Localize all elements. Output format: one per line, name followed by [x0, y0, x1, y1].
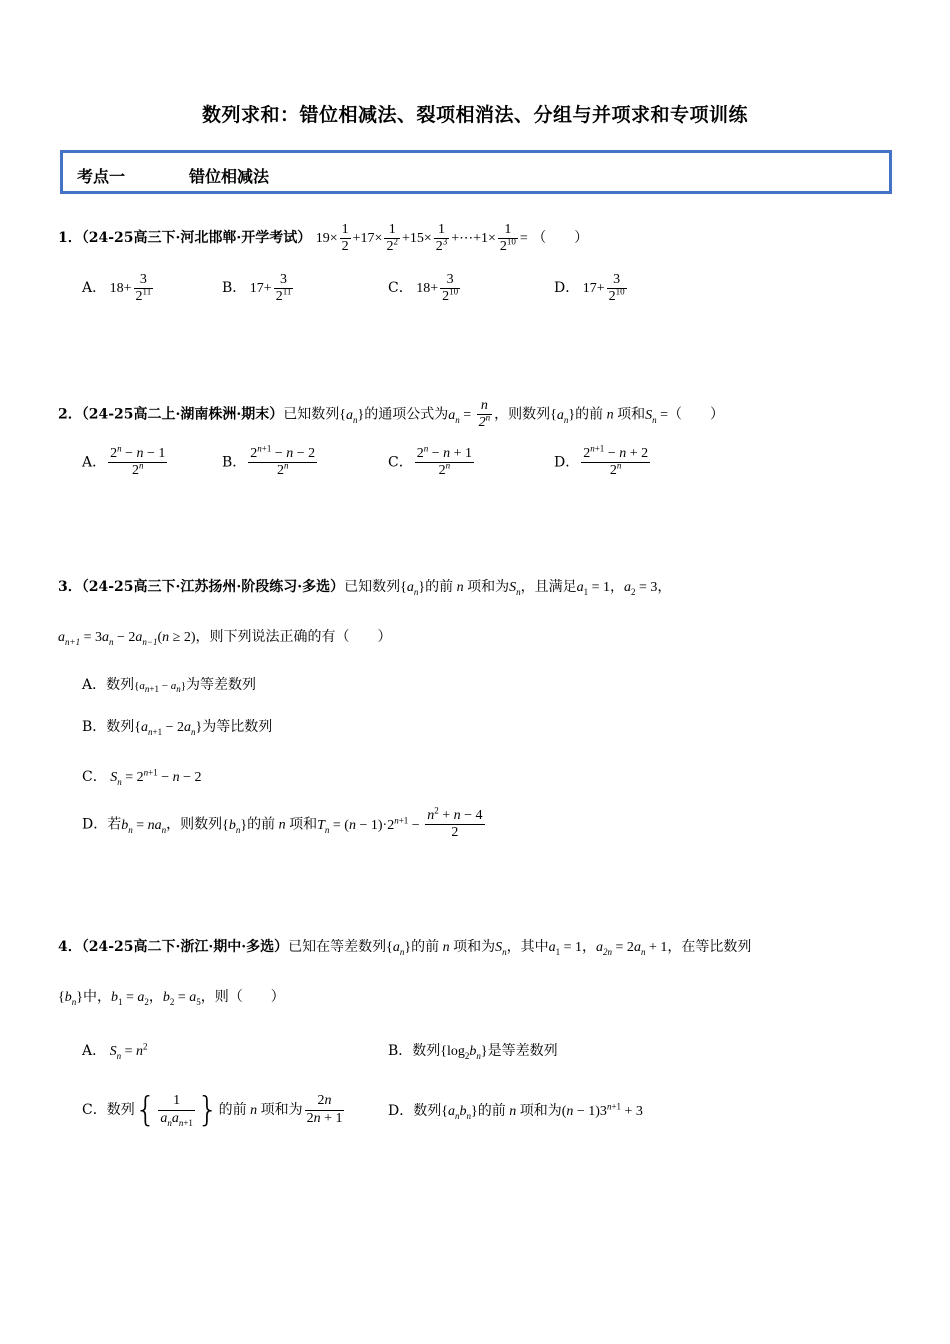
option-text: 的前 — [247, 816, 276, 833]
option-text: 数列 — [413, 1103, 442, 1119]
question-text: 已知数列 — [283, 406, 340, 423]
question-text: ，则数列 — [494, 406, 551, 423]
answer-blank: （ ） — [335, 629, 392, 645]
option-a[interactable]: A．数列$\{a_{n+1} - a_n\}$为等差数列 — [82, 677, 256, 695]
question-text: 的前 — [425, 579, 454, 595]
question-source: （24-25高三下·江苏扬州·阶段练习·多选） — [81, 579, 345, 595]
option-label: B． — [82, 719, 107, 735]
option-b[interactable]: B．数列$\{\log_2b_n\}$是等差数列 — [388, 1043, 558, 1061]
math-expression: 19× $\frac{1}{2}$ +17× $\frac{1}{2^2}$ +15× $\frac{1}{2^3}$ +⋯+1× $\frac{1}{2^{10}}$ = — [315, 222, 528, 255]
option-c[interactable]: C． $\frac{2^n - n + 1}{2^n}$ — [388, 443, 473, 479]
option-label: D． — [554, 279, 580, 296]
question-3: 3．（24-25高三下·江苏扬州·阶段练习·多选）已知数列$\{a_n\}$的前 n 项和为$S_n$，且满足$a_1 = 1$，$a_2 = 3$， — [58, 579, 672, 597]
option-label: C． — [388, 279, 413, 296]
option-b[interactable]: B．数列$\{a_{n+1} - 2a_n\}$为等比数列 — [82, 719, 273, 737]
option-label: C． — [388, 454, 413, 471]
option-text: 项和 — [289, 816, 318, 833]
question-number: 2． — [58, 406, 82, 423]
question-text: 的前 — [575, 406, 604, 423]
option-text: 项和为 — [260, 1102, 303, 1118]
question-number: 3． — [58, 579, 82, 595]
question-text: ，且满足 — [520, 579, 577, 595]
question-text: 已知在等差数列 — [288, 939, 387, 955]
option-d[interactable]: D．若$b_n = na_n$，则数列$\{b_n\}$的前 n 项和$T_n = (n - 1)\cdot 2^{n+1}$ − $\frac{n^2 + n - 4}{2}$ — [82, 805, 483, 841]
option-c[interactable]: C．数列{ $\frac{1}{a_na_{n+1}}$ }的前 n 项和为 $\frac{2n}{2n + 1}$ — [82, 1090, 343, 1130]
question-text: ，其中 — [506, 939, 549, 955]
answer-blank: （ ） — [228, 989, 285, 1005]
option-d[interactable]: D． $\frac{2^{n+1} - n + 2}{2^n}$ — [554, 443, 649, 479]
option-b[interactable]: B． 17+ $\frac{3}{2^{11}}$ — [222, 272, 292, 305]
question-1 — [58, 222, 588, 255]
question-text: 的前 — [411, 939, 440, 955]
question-4-line-2: $\{b_n\}$中，$b_1 = a_2$，$b_2 = a_5$，则（ ） — [58, 989, 285, 1007]
question-2: 2．（24-25高二上·湖南株洲·期末）已知数列$\{a_n\}$的通项公式为$a_n$ = $\frac{n}{2^n}$ ，则数列$\{a_n\}$的前 n 项和$S_n$ =（ ） — [58, 398, 725, 431]
option-label: A． — [82, 1043, 107, 1059]
option-label: A． — [82, 279, 107, 296]
option-text: 数列 — [106, 1102, 135, 1118]
page-title: 数列求和：错位相减法、裂项相消法、分组与并项求和专项训练 — [201, 104, 748, 126]
question-source: （24-25高二下·浙江·期中·多选） — [81, 939, 289, 955]
option-text: 数列 — [106, 719, 135, 735]
option-label: B． — [388, 1043, 413, 1059]
question-text: 中， — [82, 989, 111, 1005]
question-source: （24-25高三下·河北邯郸·开学考试） — [81, 229, 312, 246]
option-d[interactable]: D． 17+ $\frac{3}{2^{10}}$ — [554, 272, 625, 305]
option-a[interactable]: A． 18+ $\frac{3}{2^{11}}$ — [82, 272, 152, 305]
option-text: 的前 — [477, 1103, 506, 1119]
option-text: 为等差数列 — [185, 677, 256, 693]
option-label: B． — [222, 279, 247, 296]
option-text: 为等比数列 — [202, 719, 273, 735]
option-text: 数列 — [412, 1043, 441, 1059]
question-text: ，在等比数列 — [667, 939, 752, 955]
section-name: 错位相减法 — [189, 167, 270, 186]
option-text: ，则数列 — [166, 816, 223, 833]
option-b[interactable]: B． $\frac{2^{n+1} - n - 2}{2^n}$ — [222, 443, 316, 479]
question-number: 4． — [58, 939, 82, 955]
option-label: C． — [82, 1102, 107, 1118]
option-label: B． — [222, 454, 247, 471]
question-text: ，则 — [200, 989, 229, 1005]
option-label: D． — [82, 816, 108, 833]
option-label: D． — [554, 454, 580, 471]
question-number: 1． — [58, 229, 82, 246]
option-c[interactable]: C． 18+ $\frac{3}{2^{10}}$ — [388, 272, 459, 305]
option-text: 数列 — [106, 677, 135, 693]
option-text: 项和为 — [519, 1103, 562, 1119]
option-d[interactable]: D．数列$\{a_nb_n\}$的前 n 项和为$(n - 1)3^{n+1} + 3$ — [388, 1101, 643, 1121]
option-label: D． — [388, 1103, 414, 1119]
question-text: 项和为 — [453, 939, 496, 955]
question-text: 已知数列 — [344, 579, 401, 595]
section-header-box — [60, 150, 892, 194]
question-text: 项和 — [617, 406, 646, 423]
option-text: 是等差数列 — [487, 1043, 558, 1059]
answer-blank: （ ） — [532, 229, 589, 246]
option-c[interactable]: C． $S_n = 2^{n+1} - n - 2$ — [82, 767, 202, 787]
question-3-line-2: $a_{n+1} = 3a_n - 2a_{n-1}(n \ge 2)$，则下列说法正确的有（ ） — [58, 629, 392, 647]
option-a[interactable]: A． $\frac{2^n - n - 1}{2^n}$ — [82, 443, 166, 479]
section-label: 考点一 — [77, 167, 126, 186]
option-text: 若 — [107, 816, 122, 833]
option-label: A． — [82, 454, 107, 471]
option-text: 的前 — [218, 1102, 247, 1118]
question-text: 项和为 — [467, 579, 510, 595]
question-source: （24-25高二上·湖南株洲·期末） — [81, 406, 284, 423]
question-text: 的通项公式为 — [364, 406, 449, 423]
question-text: ，则下列说法正确的有 — [195, 629, 336, 645]
option-label: A． — [82, 677, 107, 693]
question-4: 4．（24-25高二下·浙江·期中·多选）已知在等差数列$\{a_n\}$的前 n 项和为$S_n$，其中$a_1 = 1$，$a_{2n} = 2a_n + 1$，在等比数列 — [58, 939, 752, 957]
option-a[interactable]: A． $S_n = n^2$ — [82, 1041, 148, 1061]
answer-blank: （ ） — [668, 406, 725, 423]
option-label: C． — [82, 769, 107, 785]
